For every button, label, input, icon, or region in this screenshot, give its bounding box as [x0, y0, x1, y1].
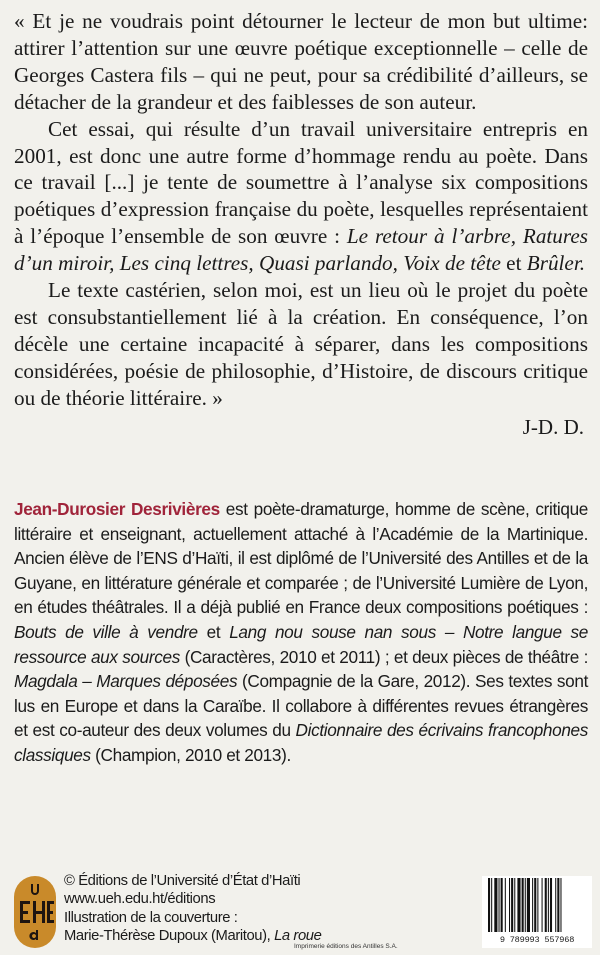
illustration-label: Illustration de la couverture :	[64, 909, 238, 926]
printer-credit: Imprimerie éditions des Antilles S.A.	[294, 943, 398, 950]
quote-paragraph-3: Le texte castérien, selon moi, est un lieu où le projet du poète est consubstantiellement lié à la création. En conséquence, l’on décèle une certaine incapacité à séparer, dans les compositions considérées, poésie de philosophie, d’Histoire, de discours critique ou de théorie littéraire. »	[14, 278, 588, 410]
book-title-1: Bouts de ville à vendre	[14, 621, 198, 642]
barcode-bar	[501, 878, 503, 932]
quote-paragraph-1: « Et je ne voudrais point détourner le lecteur de mon but ultime: attirer l’attention sur une œuvre poétique exceptionnelle – celle de Georges Castera fils – qui ne peut, pour sa crédibilité d’ailleurs, se détacher de la grandeur et des faiblesses de son auteur.	[14, 9, 588, 114]
barcode-bar	[550, 878, 552, 932]
barcode-bar	[509, 878, 510, 932]
barcode-bar	[545, 878, 547, 932]
barcode-bar	[499, 878, 500, 932]
quote-paragraph-2	[14, 116, 588, 277]
website-line: www.ueh.edu.ht/éditions	[64, 891, 216, 908]
barcode-bar	[537, 878, 538, 932]
barcode-bar	[505, 878, 506, 932]
play-title: Magdala – Marques déposées	[14, 671, 238, 692]
ueh-logo-icon	[14, 876, 56, 948]
barcode-bar	[525, 878, 526, 932]
barcode-bar	[555, 878, 556, 932]
barcode-bar	[517, 878, 520, 932]
illustrator-name: Marie-Thérèse Dupoux (Maritou),	[64, 928, 275, 945]
barcode-bar	[522, 878, 524, 932]
barcode-bar	[491, 878, 492, 932]
bio-text-1: est poète-dramaturge, homme de scène, critique littéraire et enseignant, actuellement attaché à l’Académie de la Martinique. Ancien élève de l’ENS d’Haïti, il est diplômé de l’Université des Antilles et de la Guyane, en littérature générale et comparée ; de l’Université Lumière de Lyon, en études théâtrales. Il a déjà publié en France deux compositions poétiques :	[14, 499, 588, 618]
works-list: Le retour à l’arbre, Ratures d’un miroir, Les cinq lettres, Quasi parlando, Voix de tête	[14, 224, 588, 276]
works-conjunction: et	[500, 251, 527, 276]
works-last: Brûler.	[526, 251, 586, 276]
barcode-bar	[532, 878, 533, 932]
barcode-bar	[494, 878, 497, 932]
copyright-line: © Éditions de l’Université d’État d’Haïti	[64, 873, 301, 889]
dictionary-title: Dictionnaire des écrivains francophones classiques	[14, 720, 588, 765]
quote-signature: J-D. D.	[522, 414, 584, 439]
barcode-bar	[560, 878, 561, 932]
bio-text-5: (Champion, 2010 et 2013).	[90, 744, 291, 765]
cover-footer	[0, 870, 600, 955]
book-title-2: Lang nou souse nan sous – Notre langue se ressource aux sources	[14, 621, 589, 667]
artwork-title: La roue	[274, 928, 322, 945]
publisher-info	[64, 872, 354, 946]
author-bio	[14, 497, 588, 768]
barcode-bar	[548, 878, 549, 932]
barcode-bar	[534, 878, 536, 932]
bio-text-2: et	[197, 621, 230, 642]
barcode-bar	[514, 878, 515, 932]
quote-paragraph-2-text: Cet essai, qui résulte d’un travail universitaire entrepris en 2001, est donc une autre forme d’hommage rendu au poète. Dans ce travail [...] je tente de soumettre à l’analyse six compositions poétiques d’expression française du poète, lesquelles représentaient à l’époque l’ensemble de son œuvre :	[14, 116, 588, 249]
barcode-bar	[542, 878, 543, 932]
bio-text-3: (Caractères, 2010 et 2011) ; et deux pièces de théâtre :	[179, 646, 589, 667]
author-name: Jean-Durosier Desrivières	[14, 499, 220, 519]
barcode-bar	[557, 878, 559, 932]
quote-block	[14, 8, 588, 440]
barcode-icon	[482, 876, 592, 948]
barcode-bar	[527, 878, 530, 932]
isbn-number: 9 789993 557968	[499, 935, 575, 945]
barcode-bar	[511, 878, 513, 932]
barcode-bar	[488, 878, 490, 932]
bio-text-4: (Compagnie de la Gare, 2012). Ses textes sont lus en Europe et dans la Caraïbe. Il collabore à différentes revues étrangères et est co-auteur des deux volumes du	[14, 671, 588, 741]
